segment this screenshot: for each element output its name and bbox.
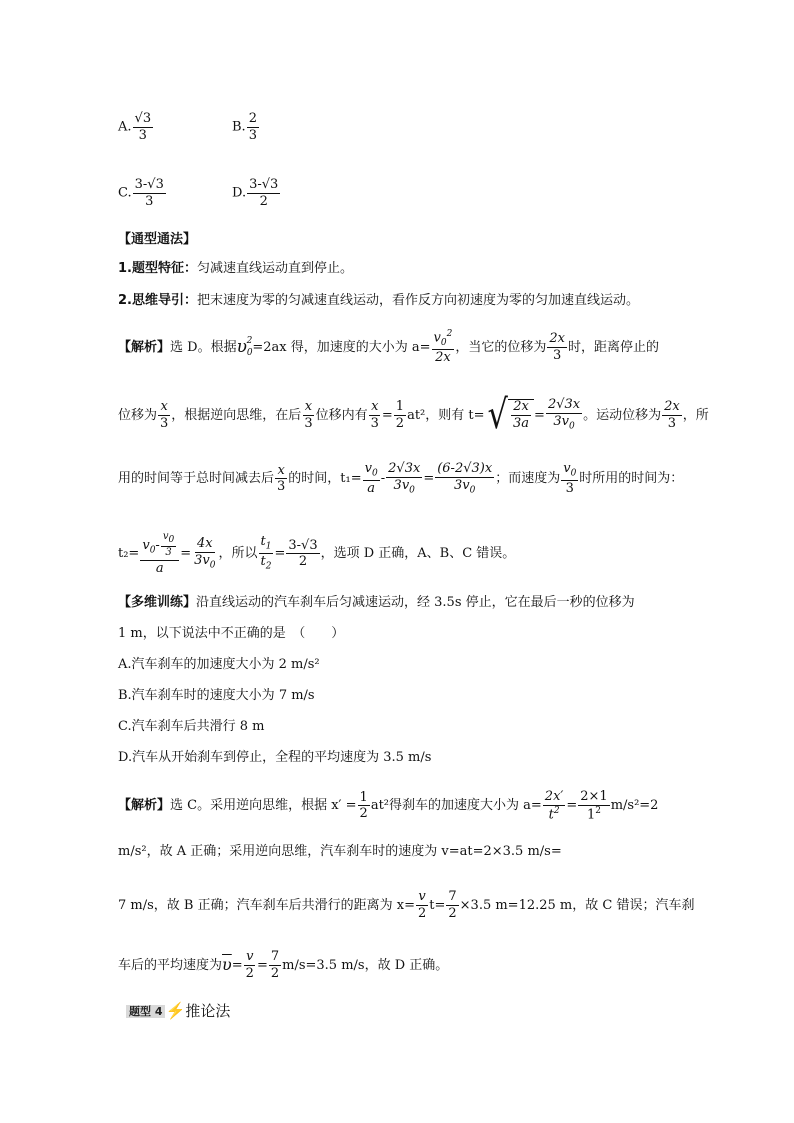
option-c: C. $\frac{3-√3}{3}$ <box>118 177 164 209</box>
formula-v0-over-a: $\frac{v_0}{a}$ <box>364 461 378 497</box>
option-b-fraction: $\frac{2}{3}$ <box>248 111 257 143</box>
section-title: 推论法 <box>185 1001 231 1020</box>
formula-v0-over-3: $\frac{v_0}{3}$ <box>563 461 577 497</box>
option-d: D. $\frac{3-√3}{2}$ <box>232 177 279 209</box>
formula-x-over-3: $\frac{x}{3}$ <box>160 398 169 431</box>
formula-7-over-2: $\frac{7}{2}$ <box>448 889 457 921</box>
formula-2x1-over-1sq: $\frac{2\times 1}{1^2}$ <box>580 789 608 822</box>
training-option-c: C.汽车刹车后共滑行 8 m <box>118 719 265 734</box>
formula-v-over-2: $\frac{v}{2}$ <box>417 889 427 921</box>
analysis2-line3: 7 m/s，故 B 正确；汽车刹车后共滑行的距离为 x= $\frac{v}{2}$ t= $\frac{7}{2}$ ×3.5 m=12.25 m，故 C 错误；汽车刹 <box>118 889 695 921</box>
option-b: B. $\frac{2}{3}$ <box>232 111 257 143</box>
formula-sqrt-2x-over-3a: √ $\frac{2x}{3a}$ <box>485 395 535 435</box>
general-method-p2: 2.思维导引：把末速度为零的匀减速直线运动，看作反方向初速度为零的匀加速直线运动。 <box>118 293 639 308</box>
formula-t2-result: $\frac{4x}{3v_0}$ <box>194 535 216 571</box>
general-method-heading: 【通型通法】 <box>118 232 197 247</box>
analysis-tag: 【解析】 <box>118 340 171 355</box>
formula-ratio-result: $\frac{3-√3}{2}$ <box>288 537 318 570</box>
analysis2-line1: 【解析】 选 C。采用逆向思维，根据 x′ = $\frac{1}{2}$ at²得刹车的加速度大小为 a= $\frac{2x'}{t^2}$ = $\frac{2\times 1}{1^2}$ m/s²=2 <box>118 789 659 822</box>
formula-7-over-2-b: $\frac{7}{2}$ <box>270 949 280 981</box>
formula-x-over-3-d: $\frac{x}{3}$ <box>277 462 286 495</box>
analysis1-line1: 【解析】 选 D。根据 $\upsilon_0^2$ =2ax 得，加速度的大小为 a= $\frac{v_0^2}{2x}$ ，当它的位移为 $\frac{2x}{3}$ 时，距离停止的 <box>118 329 660 366</box>
training-tag: 【多维训练】 <box>118 595 197 610</box>
formula-2sqrt3x-over-3v0: $\frac{2√3x}{3v_0}$ <box>388 461 421 496</box>
formula-half: $\frac{1}{2}$ <box>395 398 405 431</box>
analysis2-line4: 车后的平均速度为 $\overline{\upsilon}$ = $\frac{v}{2}$ = $\frac{7}{2}$ m/s=3.5 m/s，故 D 正确。 <box>118 949 449 981</box>
training-question-line2: 1 m，以下说法中不正确的是 （ ） <box>118 626 345 641</box>
formula-t-result: $\frac{2√3x}{3v_0}$ <box>547 397 581 432</box>
formula-2x-over-3-b: $\frac{2x}{3}$ <box>664 398 680 431</box>
analysis2-line2: m/s²，故 A 正确；采用逆向思维，汽车刹车时的速度为 v=at=2×3.5 m/s= <box>118 844 562 859</box>
option-a-fraction: $\frac{√3}{3}$ <box>134 111 152 143</box>
section-heading <box>126 1003 230 1019</box>
training-option-d: D.汽车从开始刹车到停止，全程的平均速度为 3.5 m/s <box>118 750 432 765</box>
analysis1-line4: t₂= $v_0-$ $\frac{v_0}{3}$ a = $\frac{4x}{3v_0}$ ，所以 $\frac{t_1}{t_2}$ = $\frac{3-√3}{2}$ ，选项 D 正确，A、B、C 错误。 <box>118 531 516 576</box>
formula-t1-result: $\frac{(6-2√3)x}{3v_0}$ <box>437 461 493 496</box>
analysis1-line3: 用的时间等于总时间减去后 $\frac{x}{3}$ 的时间，t₁= $\frac{v_0}{a}$ - $\frac{2√3x}{3v_0}$ = $\frac{(6-2√3)x}{3v_0}$ ；而速度为 $\frac{v_0}{3}$ 时所用的时间为： <box>118 461 684 497</box>
option-a: A. $\frac{√3}{3}$ <box>118 111 152 143</box>
lightning-icon: ⚡ <box>165 1001 186 1020</box>
formula-x-over-3-b: $\frac{x}{3}$ <box>304 398 313 431</box>
training-option-a: A.汽车刹车的加速度大小为 2 m/s² <box>118 657 320 672</box>
formula-2x-prime-over-t2: $\frac{2x'}{t^2}$ <box>544 789 564 822</box>
training-question-line1: 【多维训练】沿直线运动的汽车刹车后匀减速运动，经 3.5s 停止，它在最后一秒的位移为 <box>118 595 635 610</box>
general-method-p1: 1.题型特征：匀减速直线运动直到停止。 <box>118 261 353 276</box>
formula-v0-squared: $\upsilon_0^2$ <box>236 336 253 358</box>
section-badge: 题型 4 <box>126 1005 165 1018</box>
formula-accel: $\frac{v_0^2}{2x}$ <box>433 329 453 366</box>
formula-2x-over-3: $\frac{2x}{3}$ <box>549 331 565 363</box>
analysis2-tag: 【解析】 <box>118 798 171 814</box>
formula-v-over-2-b: $\frac{v}{2}$ <box>245 949 254 981</box>
formula-v-bar: $\overline{\upsilon}$ <box>222 955 232 975</box>
training-option-b: B.汽车刹车时的速度大小为 7 m/s <box>118 688 315 703</box>
formula-t2: $v_0-$ $\frac{v_0}{3}$ a <box>140 532 179 576</box>
formula-half-b: $\frac{1}{2}$ <box>359 789 368 822</box>
formula-x-over-3-c: $\frac{x}{3}$ <box>370 398 379 431</box>
analysis1-line2: 位移为 $\frac{x}{3}$ ，根据逆向思维，在后 $\frac{x}{3}$ 位移内有 $\frac{x}{3}$ = $\frac{1}{2}$ at²，则有 t= √ $\frac{2x}{3a}$ = $\frac{2√3x}{3v_0}$ 。运动位移为 $\frac{2x}{3}$ ，所 <box>118 392 709 438</box>
option-d-fraction: $\frac{3-√3}{2}$ <box>249 177 279 209</box>
option-c-fraction: $\frac{3-√3}{3}$ <box>134 177 164 209</box>
formula-t1-over-t2: $\frac{t_1}{t_2}$ <box>260 534 272 572</box>
